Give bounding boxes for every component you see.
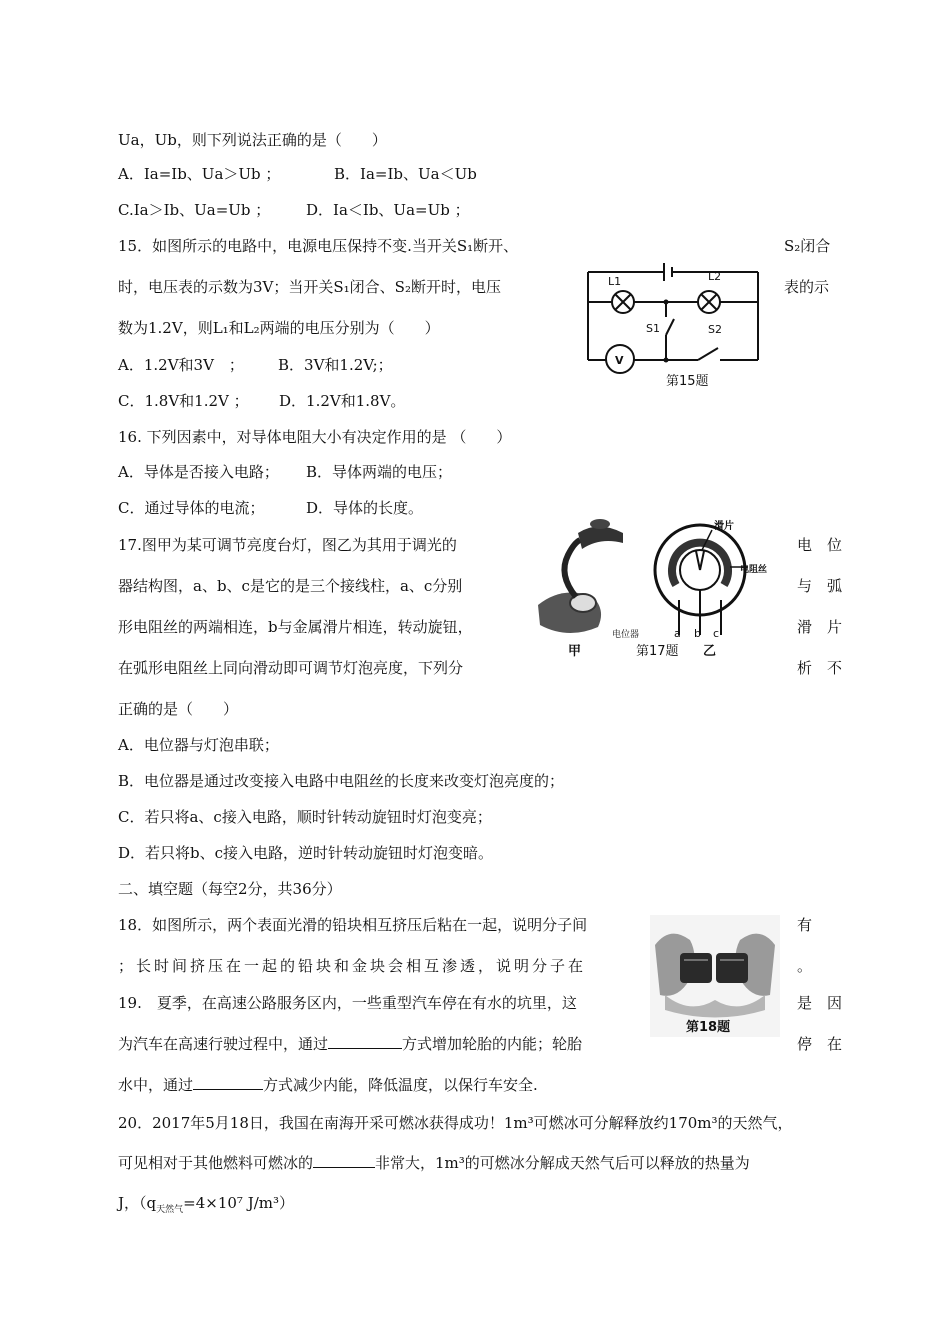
q17-option-b: B．电位器是通过改变接入电路中电阻丝的长度来改变灯泡亮度的； bbox=[118, 772, 565, 790]
label-dianzusi: 电阻丝 bbox=[740, 565, 768, 575]
q19-line2-right: 停 在 bbox=[797, 1035, 843, 1053]
q19-line3 bbox=[118, 1075, 538, 1095]
q17-line2: 器结构图，a、b、c是它的是三个接线柱，a、c分别 bbox=[118, 577, 463, 595]
q15-option-d: D．1.2V和1.8V。 bbox=[279, 392, 406, 410]
section2-heading: 二、填空题（每空2分，共36分） bbox=[118, 880, 342, 898]
q15-line1: 15．如图所示的电路中，电源电压保持不变.当开关S₁断开、 bbox=[118, 237, 519, 255]
q20-line2 bbox=[118, 1153, 750, 1173]
q19-line2-start: 为汽车在高速行驶过程中，通过 bbox=[118, 1035, 329, 1053]
q15-line2: 时，电压表的示数为3V；当开关S₁闭合、S₂断开时，电压 bbox=[118, 278, 501, 296]
q16-option-d: D．导体的长度。 bbox=[306, 499, 424, 517]
q18-line1-right: 有 bbox=[797, 916, 813, 934]
label-v: V bbox=[615, 354, 624, 367]
q15-line3: 数为1.2V，则L₁和L₂两端的电压分别为（ ） bbox=[118, 319, 440, 337]
q17-figure-caption: 第17题 bbox=[636, 644, 679, 659]
label-dianweiqi: 电位器 bbox=[612, 630, 640, 640]
q15-option-c: C．1.8V和1.2V ； bbox=[118, 392, 249, 410]
q17-line1-right: 电 位 bbox=[797, 536, 843, 554]
q17-line3-right: 滑 片 bbox=[797, 618, 843, 636]
q20-blank-1[interactable] bbox=[313, 1153, 375, 1168]
label-a: a bbox=[674, 627, 681, 640]
potentiometer-icon bbox=[655, 525, 748, 635]
q17-line4: 在弧形电阻丝上同向滑动即可调节灯泡亮度，下列分 bbox=[118, 659, 464, 677]
q17-figure bbox=[528, 515, 788, 665]
q15-option-b: B．3V和1.2V;； bbox=[278, 356, 393, 374]
q19-line2 bbox=[118, 1034, 582, 1054]
label-s1: S1 bbox=[646, 322, 660, 335]
label-jia: 甲 bbox=[568, 644, 582, 659]
q20-line3-end: =4×10⁷ J/m³） bbox=[183, 1194, 294, 1212]
label-b: b bbox=[694, 627, 701, 640]
q19-blank-2[interactable] bbox=[193, 1075, 263, 1090]
q17-line2-right: 与 弧 bbox=[797, 577, 843, 595]
q16-option-b: B．导体两端的电压； bbox=[306, 463, 453, 481]
q20-line3-subscript: 天然气 bbox=[156, 1205, 184, 1215]
q20-line2-start: 可见相对于其他燃料可燃冰的 bbox=[118, 1154, 314, 1172]
label-l1: L1 bbox=[608, 275, 622, 288]
q16-line1: 16. 下列因素中，对导体电阻大小有决定作用的是 （ ） bbox=[118, 428, 512, 446]
q17-line4-right: 析 不 bbox=[797, 659, 843, 677]
q18-figure bbox=[650, 915, 780, 1037]
q19-line2-end: 方式增加轮胎的内能；轮胎 bbox=[402, 1035, 583, 1053]
q14-option-d: D．Ia＜Ib、Ua=Ub ； bbox=[306, 201, 470, 219]
lamp-l1-icon bbox=[612, 291, 634, 313]
q17-option-a: A．电位器与灯泡串联； bbox=[118, 736, 279, 754]
q15-option-a: A．1.2V和3V ； bbox=[118, 356, 244, 374]
q17-line1: 17.图甲为某可调节亮度台灯，图乙为其用于调光的 bbox=[118, 536, 457, 554]
q18-figure-caption: 第18题 bbox=[686, 1020, 731, 1035]
q20-line1: 20．2017年5月18日，我国在南海开采可燃冰获得成功！1m³可燃冰可分解释放约170m³的天然气， bbox=[118, 1114, 793, 1132]
label-yi: 乙 bbox=[703, 644, 717, 659]
q19-line1: 19. 夏季，在高速公路服务区内，一些重型汽车停在有水的坑里，这 bbox=[118, 994, 577, 1012]
q17-option-c: C．若只将a、c接入电路，顺时针转动旋钮时灯泡变亮； bbox=[118, 808, 492, 826]
q19-line3-start: 水中，通过 bbox=[118, 1076, 194, 1094]
q20-line2-end: 非常大，1m³的可燃冰分解成天然气后可以释放的热量为 bbox=[375, 1154, 750, 1172]
q18-line2: ；长时间挤压在一起的铅块和金块会相互渗透，说明分子在 bbox=[118, 957, 587, 975]
q17-line5: 正确的是（ ） bbox=[118, 700, 239, 718]
q15-circuit-figure bbox=[580, 255, 780, 395]
label-l2: L2 bbox=[708, 270, 722, 283]
q15-line2-right: 表的示 bbox=[784, 278, 830, 296]
q15-figure-caption: 第15题 bbox=[666, 374, 709, 389]
lamp-l2-icon bbox=[698, 291, 720, 313]
q19-line1-right: 是 因 bbox=[797, 994, 843, 1012]
q19-blank-1[interactable] bbox=[328, 1034, 402, 1049]
label-huapian: 滑片 bbox=[714, 521, 734, 532]
q18-line2-right: 。 bbox=[797, 957, 813, 975]
q18-line1: 18．如图所示，两个表面光滑的铅块相互挤压后粘在一起，说明分子间 bbox=[118, 916, 588, 934]
label-c: c bbox=[713, 627, 720, 640]
q14-line1: Ua，Ub，则下列说法正确的是（ ） bbox=[118, 131, 387, 149]
desk-lamp-icon bbox=[538, 519, 623, 633]
q14-option-a: A．Ia=Ib、Ua＞Ub ； bbox=[118, 165, 281, 183]
q14-option-b: B．Ia=Ib、Ua＜Ub bbox=[334, 165, 477, 183]
q20-line3 bbox=[118, 1193, 294, 1220]
q17-option-d: D．若只将b、c接入电路，逆时针转动旋钮时灯泡变暗。 bbox=[118, 844, 494, 862]
q16-option-a: A．导体是否接入电路； bbox=[118, 463, 279, 481]
q14-option-c: C.Ia＞Ib、Ua=Ub ； bbox=[118, 201, 271, 219]
q19-line3-end: 方式减少内能，降低温度，以保行车安全. bbox=[263, 1076, 538, 1094]
q20-line3-start: J，（q bbox=[118, 1194, 157, 1212]
q17-line3: 形电阻丝的两端相连，b与金属滑片相连，转动旋钮， bbox=[118, 618, 473, 636]
q15-line1-right: S₂闭合 bbox=[784, 237, 831, 255]
q16-option-c: C．通过导体的电流； bbox=[118, 499, 265, 517]
label-s2: S2 bbox=[708, 323, 722, 336]
